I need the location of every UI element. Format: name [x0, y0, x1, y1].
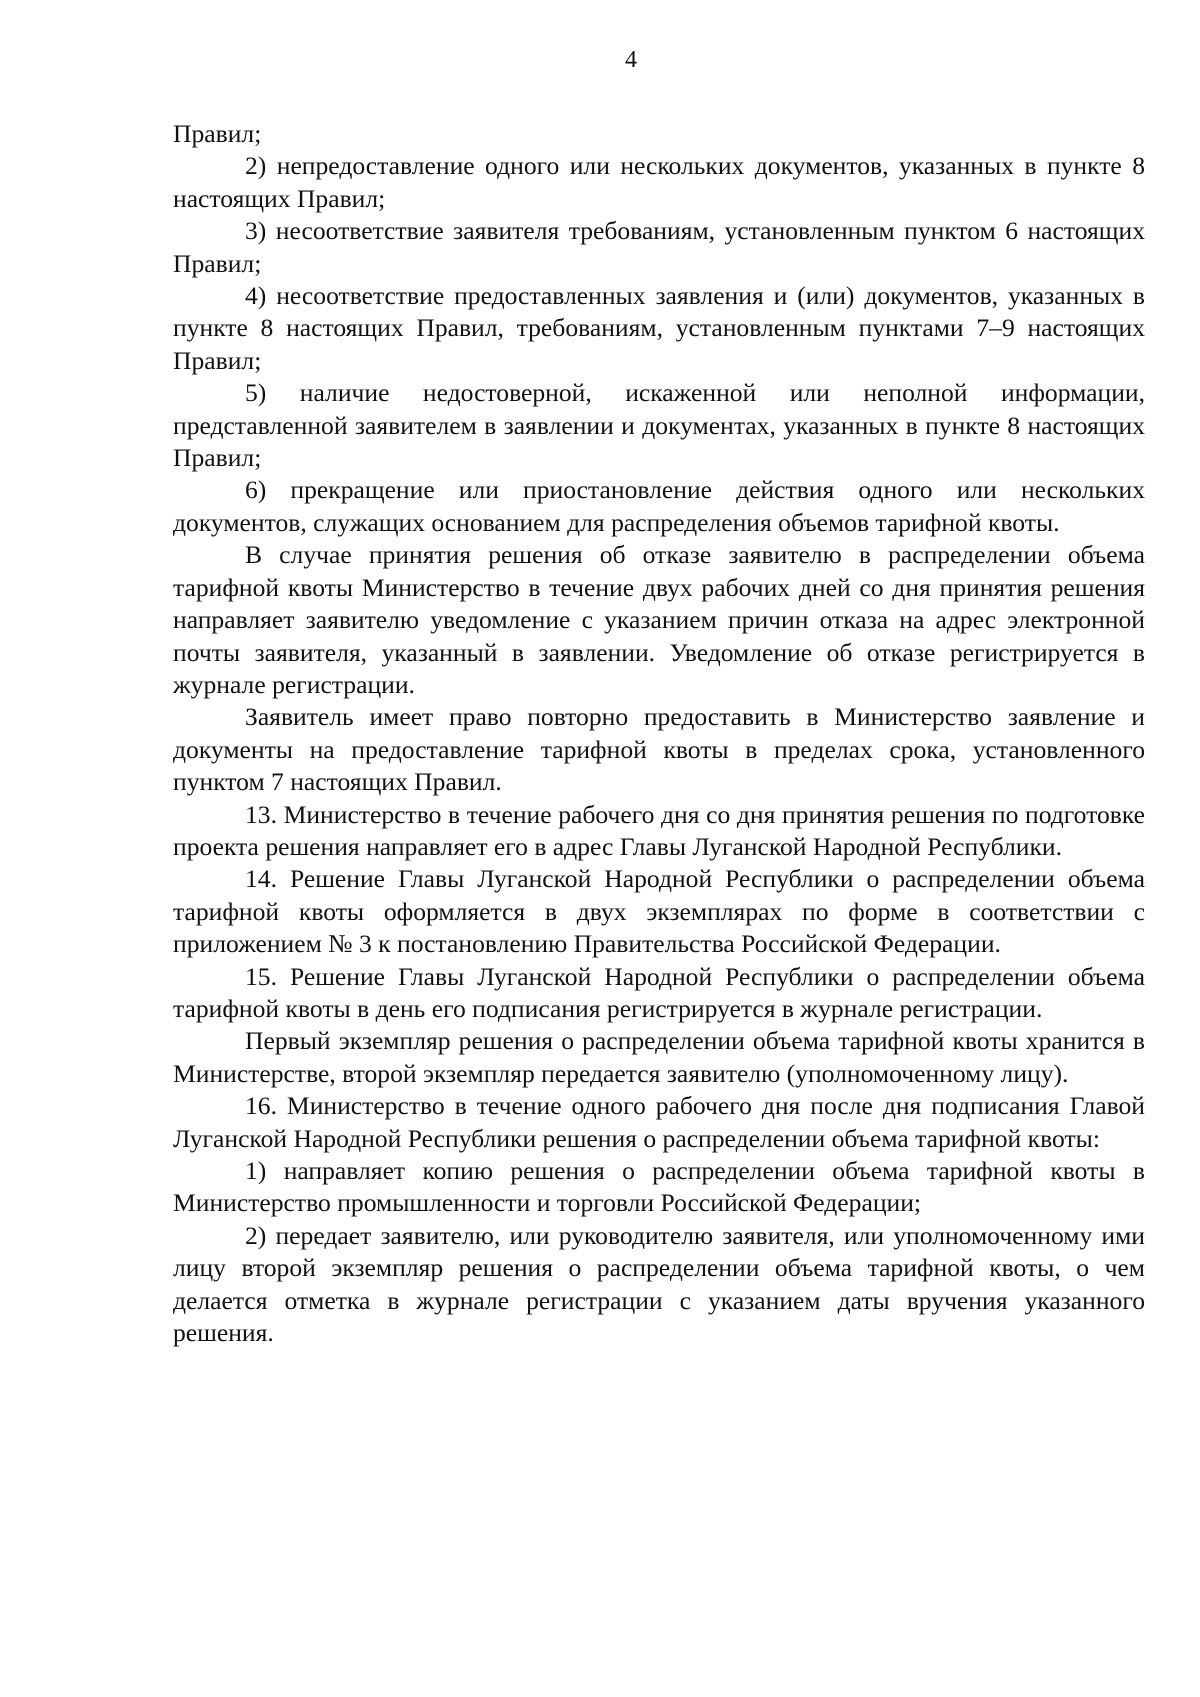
paragraph-section-16-item-1: 1) направляет копию решения о распределении объема тарифной квоты в Министерство промышленности и торговли Российской Федерации;: [173, 1156, 1145, 1218]
paragraph-section-13: 13. Министерство в течение рабочего дня со дня принятия решения по подготовке проекта решения направляет его в адрес Главы Луганской Народной Республики.: [173, 799, 1145, 861]
paragraph-section-16: 16. Министерство в течение одного рабочего дня после дня подписания Главой Луганской Народной Республики решения о распределении объема тарифной квоты:: [173, 1091, 1145, 1153]
document-body: [173, 118, 1145, 1349]
paragraph-item-2: 2) непредоставление одного или нескольких документов, указанных в пункте 8 настоящих Правил;: [173, 151, 1145, 213]
paragraph-item-3: 3) несоответствие заявителя требованиям, установленным пунктом 6 настоящих Правил;: [173, 216, 1145, 278]
paragraph-section-14: 14. Решение Главы Луганской Народной Республики о распределении объема тарифной квоты оформляется в двух экземплярах по форме в соответствии с приложением № 3 к постановлению Правительства Российской Федерации.: [173, 864, 1145, 959]
paragraph-section-16-item-2: 2) передает заявителю, или руководителю заявителя, или уполномоченному ими лицу второй экземпляр решения о распределении объема тарифной квоты, о чем делается отметка в журнале регистрации с указанием даты вручения указанного решения.: [173, 1220, 1145, 1348]
paragraph-item-6: 6) прекращение или приостановление действия одного или нескольких документов, служащих основанием для распределения объемов тарифной квоты.: [173, 475, 1145, 537]
paragraph-resubmission-right: Заявитель имеет право повторно предоставить в Министерство заявление и документы на предоставление тарифной квоты в пределах срока, установленного пунктом 7 настоящих Правил.: [173, 702, 1145, 797]
paragraph-refusal-notice: В случае принятия решения об отказе заявителю в распределении объема тарифной квоты Министерство в течение двух рабочих дней со дня принятия решения направляет заявителю уведомление с указанием причин отказа на адрес электронной почты заявителя, указанный в заявлении. Уведомление об отказе регистрируется в журнале регистрации.: [173, 540, 1145, 699]
paragraph-item-5: 5) наличие недостоверной, искаженной или неполной информации, представленной заявителем в заявлении и документах, указанных в пункте 8 настоящих Правил;: [173, 378, 1145, 473]
paragraph-copies-storage: Первый экземпляр решения о распределении объема тарифной квоты хранится в Министерстве, второй экземпляр передается заявителю (уполномоченному лицу).: [173, 1026, 1145, 1088]
paragraph-item-4: 4) несоответствие предоставленных заявления и (или) документов, указанных в пункте 8 настоящих Правил, требованиям, установленным пунктами 7–9 настоящих Правил;: [173, 281, 1145, 375]
paragraph-section-15: 15. Решение Главы Луганской Народной Республики о распределении объема тарифной квоты в день его подписания регистрируется в журнале регистрации.: [173, 961, 1145, 1023]
paragraph-continuation: Правил;: [173, 119, 262, 148]
page-number: 4: [625, 47, 637, 73]
